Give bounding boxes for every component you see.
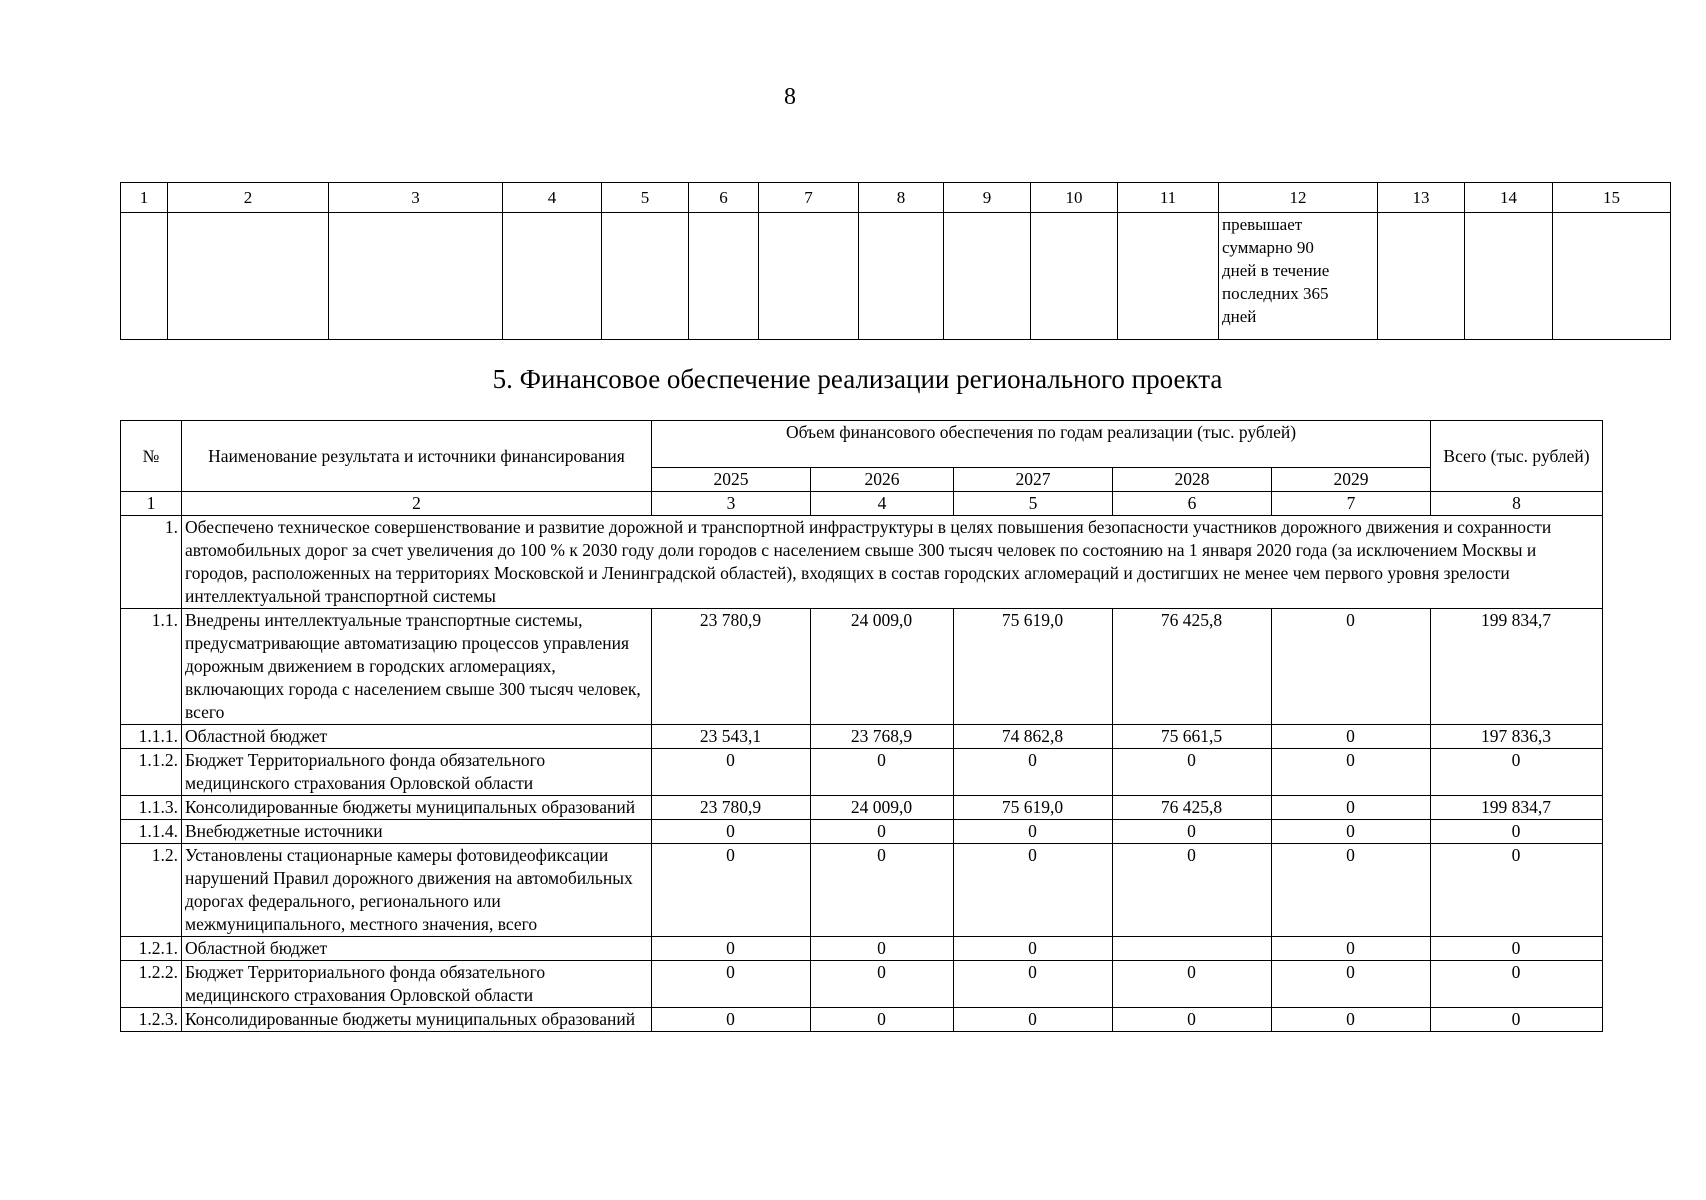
row-value: 76 425,8: [1113, 796, 1272, 820]
row-value: 0: [1272, 796, 1431, 820]
year-header: 2027: [954, 468, 1113, 492]
column-number-row: [121, 492, 1603, 516]
empty-cell: [1118, 213, 1219, 340]
volume-header: Объем финансового обеспечения по годам реализации (тыс. рублей): [652, 421, 1431, 468]
empty-cell: [121, 213, 168, 340]
column-number: 7: [759, 183, 859, 213]
year-header: 2025: [652, 468, 811, 492]
col12-line: последних 365: [1222, 284, 1329, 303]
row-total: 0: [1431, 1008, 1603, 1032]
row-name: Внебюджетные источники: [182, 820, 652, 844]
table-row: [121, 725, 1603, 749]
empty-cell: [1378, 213, 1465, 340]
row-total: 199 834,7: [1431, 609, 1603, 725]
row-value: 0: [1272, 1008, 1431, 1032]
table-row: [121, 937, 1603, 961]
row-value: 0: [954, 1008, 1113, 1032]
empty-cell: [602, 213, 689, 340]
year-header: 2028: [1113, 468, 1272, 492]
empty-cell: [168, 213, 329, 340]
empty-cell: [1553, 213, 1671, 340]
row-value: 24 009,0: [811, 609, 954, 725]
row-value: 0: [1272, 844, 1431, 937]
row-value: 0: [954, 937, 1113, 961]
column-number: 2: [182, 492, 652, 516]
col12-line: превышает: [1222, 215, 1303, 234]
table-row: [121, 820, 1603, 844]
row-index: 1.1.1.: [121, 725, 182, 749]
row-value: 23 780,9: [652, 609, 811, 725]
row-name: Областной бюджет: [182, 725, 652, 749]
column-number: 10: [1031, 183, 1118, 213]
row-total: 0: [1431, 961, 1603, 1008]
year-header: 2029: [1272, 468, 1431, 492]
column-number: 4: [503, 183, 602, 213]
column-number: 3: [652, 492, 811, 516]
row-value: 76 425,8: [1113, 609, 1272, 725]
empty-cell: [1031, 213, 1118, 340]
continuation-body-row: [121, 213, 1671, 340]
row-value: 75 661,5: [1113, 725, 1272, 749]
row-name: Бюджет Территориального фонда обязательного медицинского страхования Орловской области: [182, 749, 652, 796]
row-value: 75 619,0: [954, 796, 1113, 820]
row-value: [1113, 937, 1272, 961]
row-index: 1.2.1.: [121, 937, 182, 961]
row-value: 0: [954, 820, 1113, 844]
row-value: 0: [1272, 725, 1431, 749]
page-number: 8: [784, 84, 796, 110]
row-value: 0: [1113, 961, 1272, 1008]
row-total: 0: [1431, 937, 1603, 961]
continuation-table: [120, 182, 1671, 340]
finance-table: [120, 420, 1603, 1032]
row-value: 0: [954, 961, 1113, 1008]
row-value: 0: [652, 1008, 811, 1032]
continuation-header-row: [121, 183, 1671, 213]
number-header: №: [121, 421, 182, 492]
row-name: Консолидированные бюджеты муниципальных образований: [182, 796, 652, 820]
row-index: 1.2.3.: [121, 1008, 182, 1032]
column-number: 8: [1431, 492, 1603, 516]
row-value: 0: [811, 1008, 954, 1032]
row-total: 197 836,3: [1431, 725, 1603, 749]
section-title: 5. Финансовое обеспечение реализации регионального проекта: [492, 364, 1223, 394]
row-value: 0: [652, 844, 811, 937]
row-value: 0: [811, 937, 954, 961]
empty-cell: [329, 213, 503, 340]
row-value: 0: [954, 844, 1113, 937]
table-row: [121, 844, 1603, 937]
row-value: 23 543,1: [652, 725, 811, 749]
empty-cell: [944, 213, 1031, 340]
row-name: Областной бюджет: [182, 937, 652, 961]
column-number: 15: [1553, 183, 1671, 213]
col12-line: дней: [1222, 307, 1257, 326]
row-value: 0: [1113, 820, 1272, 844]
empty-cell: [859, 213, 944, 340]
column-number: 4: [811, 492, 954, 516]
column-number: 13: [1378, 183, 1465, 213]
row-index: 1.1.2.: [121, 749, 182, 796]
table-row: [121, 609, 1603, 725]
column-number: 6: [689, 183, 759, 213]
row-value: 0: [811, 820, 954, 844]
row-value: 75 619,0: [954, 609, 1113, 725]
row-value: 0: [811, 961, 954, 1008]
col12-line: дней в течение: [1222, 261, 1330, 280]
row-value: 0: [1272, 961, 1431, 1008]
row-value: 0: [652, 820, 811, 844]
row-value: 23 768,9: [811, 725, 954, 749]
column-number: 1: [121, 183, 168, 213]
column-number: 3: [329, 183, 503, 213]
goal-row: [121, 516, 1603, 609]
row-value: 0: [1113, 749, 1272, 796]
row-value: 0: [1113, 1008, 1272, 1032]
row-value: 0: [1113, 844, 1272, 937]
row-index: 1.1.3.: [121, 796, 182, 820]
row-name: Внедрены интеллектуальные транспортные системы, предусматривающие автоматизацию процессов управления дорожным движением в городских агломерациях, включающих города с населением свыше 300 тысяч человек, всего: [182, 609, 652, 725]
column-number: 6: [1113, 492, 1272, 516]
empty-cell: [1465, 213, 1553, 340]
row-value: 0: [1272, 609, 1431, 725]
row-index: 1.2.: [121, 844, 182, 937]
column-number: 9: [944, 183, 1031, 213]
row-total: 0: [1431, 749, 1603, 796]
column-number: 5: [954, 492, 1113, 516]
goal-text: Обеспечено техническое совершенствование и развитие дорожной и транспортной инфраструктуры в целях повышения безопасности участников дорожного движения и сохранности автомобильных дорог за счет увеличения до 100 % к 2030 году доли городов с населением свыше 300 тысяч человек по состоянию на 1 января 2020 года (за исключением Москвы и городов, расположенных на территориях Московской и Ленинградской областей), входящих в состав городских агломераций и достигших не менее чем первого уровня зрелости интеллектуальной транспортной системы: [182, 516, 1603, 609]
row-index: 1.2.2.: [121, 961, 182, 1008]
table-row: [121, 1008, 1603, 1032]
row-value: 24 009,0: [811, 796, 954, 820]
column-number: 7: [1272, 492, 1431, 516]
table-row: [121, 961, 1603, 1008]
col12-cell: [1219, 213, 1378, 340]
row-value: 0: [811, 749, 954, 796]
column-number: 14: [1465, 183, 1553, 213]
row-value: 0: [652, 937, 811, 961]
row-total: 199 834,7: [1431, 796, 1603, 820]
column-number: 1: [121, 492, 182, 516]
table-row: [121, 796, 1603, 820]
row-name: Бюджет Территориального фонда обязательного медицинского страхования Орловской области: [182, 961, 652, 1008]
row-value: 0: [954, 749, 1113, 796]
column-number: 5: [602, 183, 689, 213]
row-index: 1.1.: [121, 609, 182, 725]
row-value: 0: [652, 961, 811, 1008]
row-value: 23 780,9: [652, 796, 811, 820]
empty-cell: [503, 213, 602, 340]
column-number: 2: [168, 183, 329, 213]
row-name: Установлены стационарные камеры фотовидеофиксации нарушений Правил дорожного движения на автомобильных дорогах федерального, регионального или межмуниципального, местного значения, всего: [182, 844, 652, 937]
column-number: 12: [1219, 183, 1378, 213]
row-value: 74 862,8: [954, 725, 1113, 749]
row-value: 0: [1272, 749, 1431, 796]
total-header: Всего (тыс. рублей): [1431, 421, 1603, 492]
row-value: 0: [811, 844, 954, 937]
column-number: 11: [1118, 183, 1219, 213]
name-header: Наименование результата и источники финансирования: [182, 421, 652, 492]
row-value: 0: [1272, 820, 1431, 844]
row-index: 1.: [121, 516, 182, 609]
row-total: 0: [1431, 844, 1603, 937]
row-value: 0: [652, 749, 811, 796]
column-number: 8: [859, 183, 944, 213]
row-total: 0: [1431, 820, 1603, 844]
empty-cell: [759, 213, 859, 340]
row-value: 0: [1272, 937, 1431, 961]
row-name: Консолидированные бюджеты муниципальных образований: [182, 1008, 652, 1032]
row-index: 1.1.4.: [121, 820, 182, 844]
col12-line: суммарно 90: [1222, 238, 1314, 257]
table-row: [121, 749, 1603, 796]
empty-cell: [689, 213, 759, 340]
finance-header-row: [121, 421, 1603, 468]
year-header: 2026: [811, 468, 954, 492]
